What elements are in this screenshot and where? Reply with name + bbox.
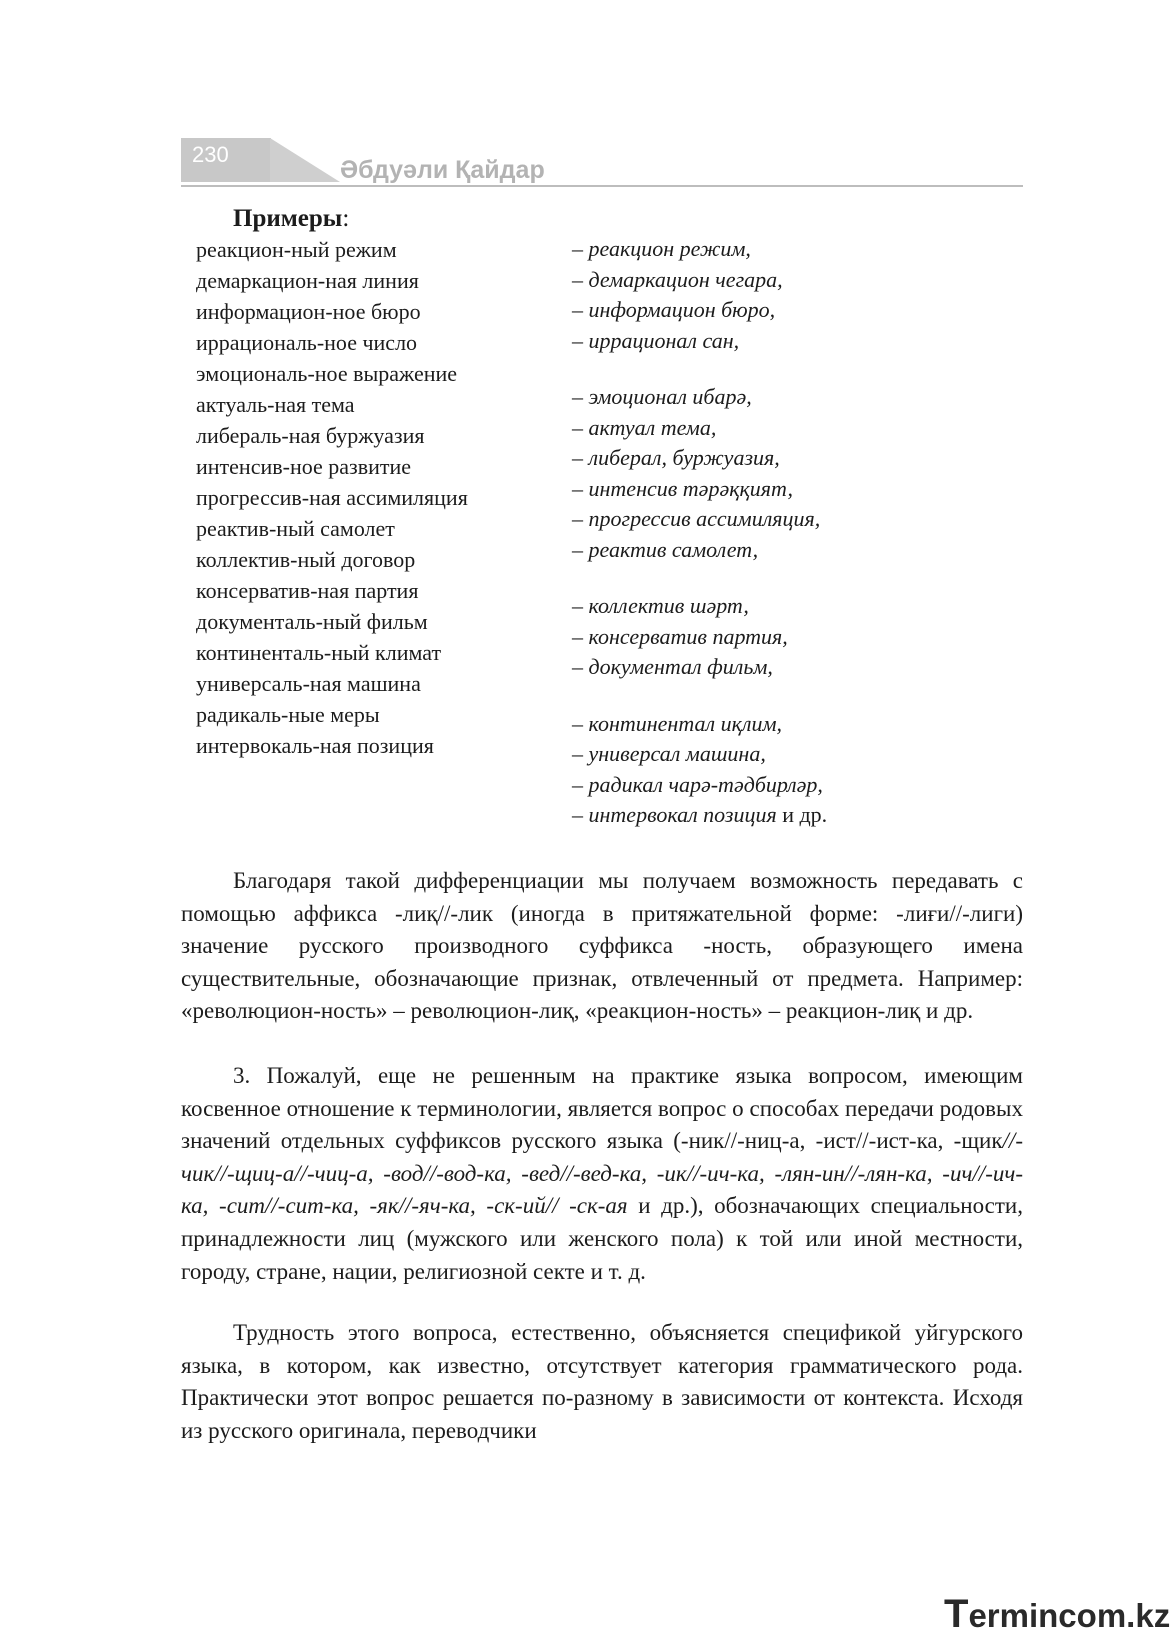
example-russian: документаль-ный фильм xyxy=(196,609,428,634)
example-russian: коллектив-ный договор xyxy=(196,547,416,572)
example-uyghur-last-tail: и др. xyxy=(776,802,828,827)
example-russian: эмоциональ-ное выражение xyxy=(196,361,458,386)
example-russian: прогрессив-ная ассимиляция xyxy=(196,485,468,510)
paragraph-text xyxy=(181,1060,1023,1288)
logo-mid: erminc xyxy=(968,1597,1077,1634)
logo-first-letter: T xyxy=(944,1592,969,1636)
example-russian: демаркацион-ная линия xyxy=(196,268,419,293)
examples-heading-text: Примеры xyxy=(233,205,343,232)
example-russian: иррациональ-ное число xyxy=(196,330,418,355)
paragraph-tail: и др.), обозначающих специальности, принадлежности лиц (мужского или женского пола) к той или иной местности, городу, стране, нации, религиозной секте и т. д. xyxy=(181,1193,1023,1284)
example-uyghur: – интенсив тәрәққият, xyxy=(572,475,793,501)
logo-end: m.kz xyxy=(1096,1597,1170,1634)
example-uyghur: – демаркацион чегара, xyxy=(572,266,783,292)
example-russian: реактив-ный самолет xyxy=(196,516,395,541)
example-russian: универсаль-ная машина xyxy=(196,671,421,696)
logo-o: o xyxy=(1076,1597,1097,1634)
examples-right-column xyxy=(572,234,1022,831)
example-uyghur: – реактив самолет, xyxy=(572,536,759,562)
examples-left-column xyxy=(196,234,556,761)
example-uyghur: – информацион бюро, xyxy=(572,297,776,322)
example-uyghur: – реакцион режим, xyxy=(572,236,751,261)
example-russian: реакцион-ный режим xyxy=(196,237,397,262)
example-uyghur-last-text: – интервокал позиция xyxy=(572,802,777,827)
paragraph-differentiation xyxy=(181,865,1023,1028)
example-uyghur: – документал фильм, xyxy=(572,654,773,679)
paragraph-lead: 3. Пожалуй, еще не решенным на практике языка вопросом, имеющим косвенное отношение к терминологии, является вопрос о способах передачи родовых значений отдельных суффиксов русского языка (-ник//-ниц-а, -ист//-ист-ка, -щик xyxy=(181,1063,1023,1154)
paragraph-gender-suffixes xyxy=(181,1060,1023,1288)
running-header-author: Әбдуәли Қайдар xyxy=(340,156,545,184)
example-russian: радикаль-ные меры xyxy=(196,702,380,727)
paragraph-text: Благодаря такой дифференциации мы получаем возможность передавать с помощью аффикса -лиқ//-лик (иногда в притяжательной форме: -лиғи//-лиги) значение русского производного суффикса -ность, образующего имена существительные, обозначающие признак, отвлеченный от предмета. Например: «революцион-ность» – революцион-лиқ, «реакцион-ность» – реакцион-лиқ и др. xyxy=(181,868,1023,1024)
example-uyghur: – прогрессив ассимиляция, xyxy=(572,506,821,531)
paragraph-difficulty xyxy=(181,1317,1023,1447)
example-russian: либераль-ная буржуазия xyxy=(196,423,425,448)
examples-heading-colon: : xyxy=(342,205,350,232)
header-triangle xyxy=(270,138,340,182)
paragraph-text: Трудность этого вопроса, естественно, объясняется спецификой уйгурского языка, в котором, как известно, отсутствует категория грамматического рода. Практически этот вопрос решается по-разному в зависимости от контекста. Исходя из русского оригинала, переводчики xyxy=(181,1320,1023,1443)
example-russian: информацион-ное бюро xyxy=(196,299,421,324)
example-uyghur: – коллектив шәрт, xyxy=(572,593,749,618)
page-number: 230 xyxy=(192,142,229,167)
example-uyghur: – либерал, буржуазия, xyxy=(572,445,780,470)
example-russian: интенсив-ное развитие xyxy=(196,454,412,479)
example-uyghur: – актуал тема, xyxy=(572,414,717,440)
group-gap xyxy=(572,565,1022,591)
header-rule xyxy=(181,185,1023,187)
suffix-list-italic: //-чик//-щиц-а//-чиц-а, -вод//-вод-ка, -вед//-вед-ка, -ик//-ич-ка, -лян-ин//-лян-ка, -ич//-ич-ка, -сит//-сит-ка, -як//-яч-ка, -ск-ий// -ск-ая xyxy=(181,1128,1023,1219)
examples-heading xyxy=(233,205,349,233)
example-russian: актуаль-ная тема xyxy=(196,392,355,417)
termincom-logo xyxy=(944,1592,1170,1637)
example-russian: консерватив-ная партия xyxy=(196,578,419,603)
group-gap xyxy=(572,683,1022,709)
example-russian: интервокаль-ная позиция xyxy=(196,733,434,758)
example-uyghur: – континентал иқлим, xyxy=(572,710,783,736)
example-uyghur: – эмоционал ибарә, xyxy=(572,384,752,409)
example-russian: континенталь-ный климат xyxy=(196,640,442,665)
example-uyghur: – консерватив партия, xyxy=(572,623,788,649)
example-uyghur: – радикал чарә-тәдбирләр, xyxy=(572,771,823,797)
example-uyghur: – универсал машина, xyxy=(572,741,766,766)
example-uyghur: – иррационал сан, xyxy=(572,327,740,353)
example-uyghur-last xyxy=(572,800,1022,831)
group-gap xyxy=(572,356,1022,382)
